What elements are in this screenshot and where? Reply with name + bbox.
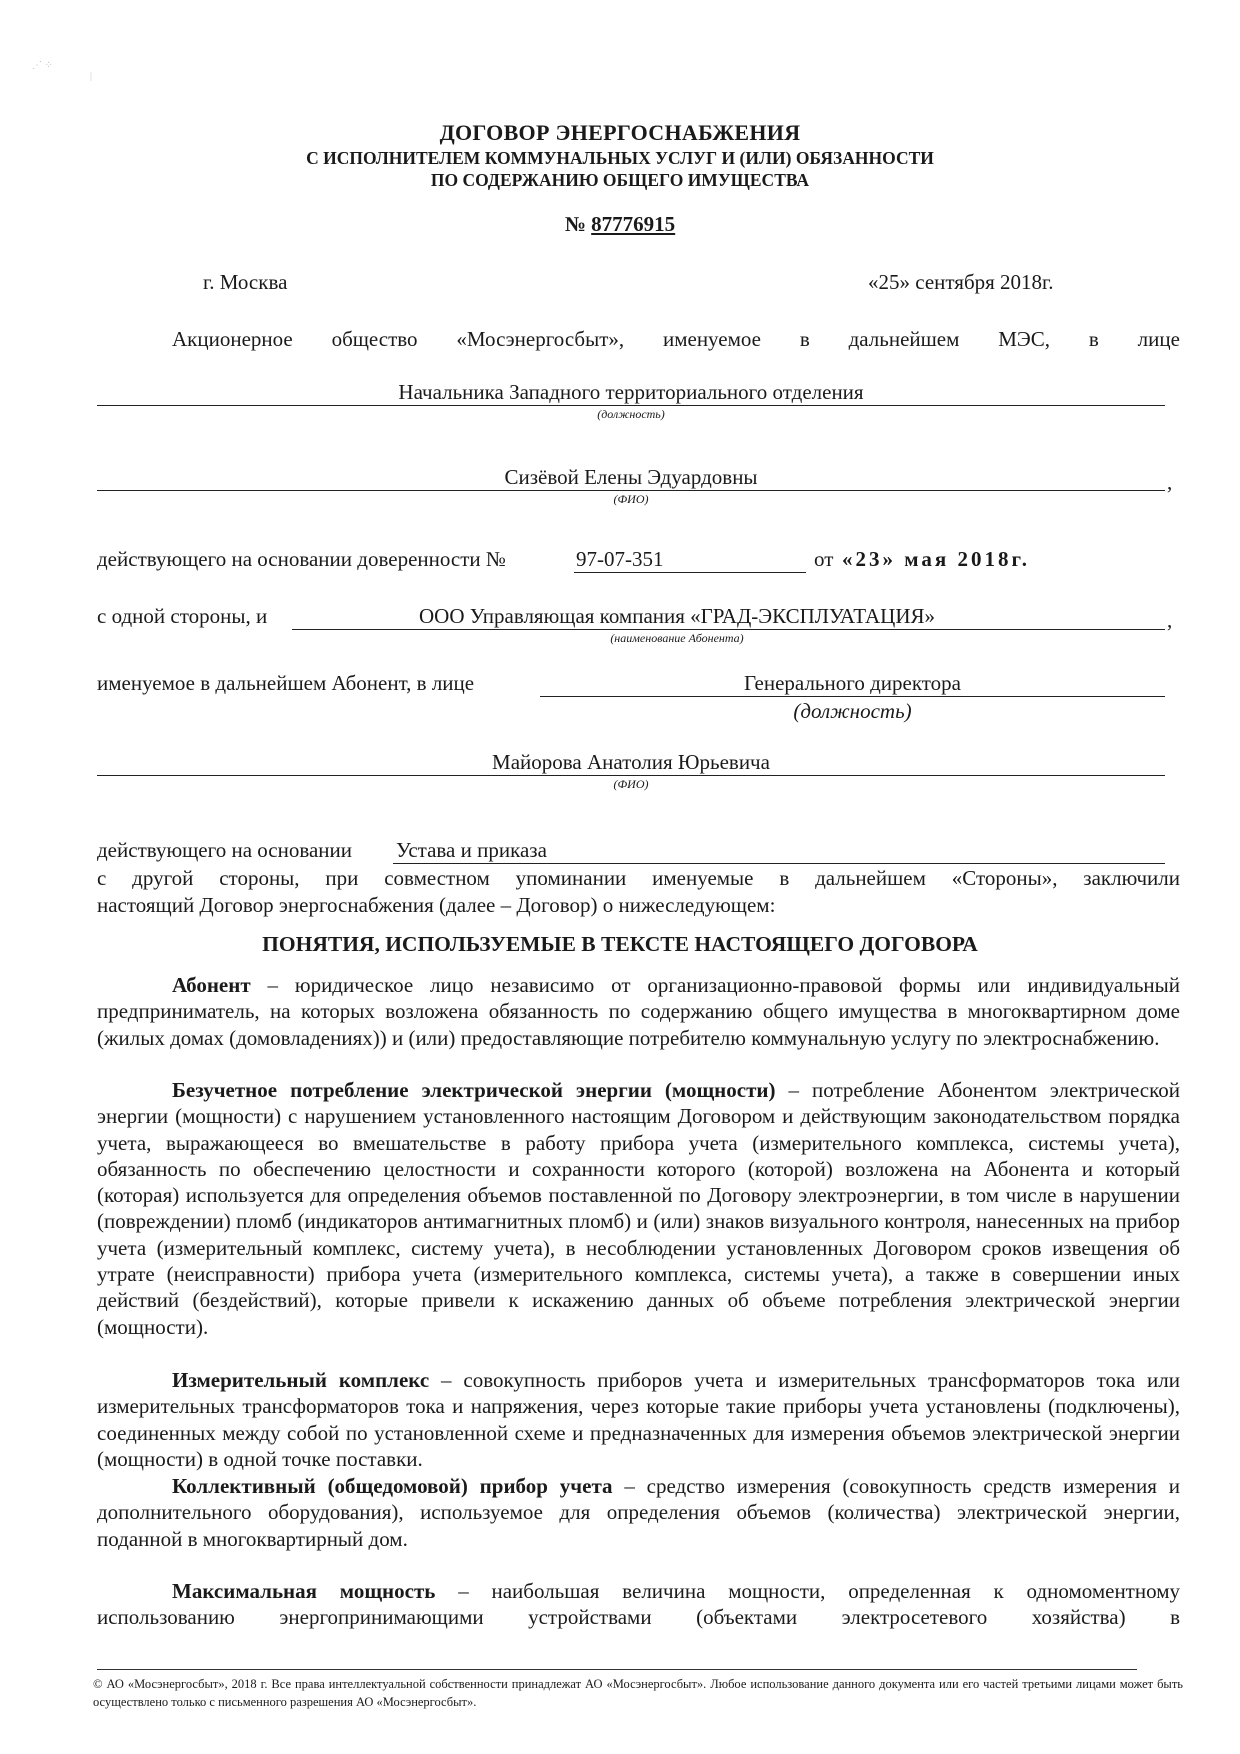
definition-unmetered-consumption — [97, 1077, 1180, 1340]
subscriber-person-underline — [97, 775, 1165, 776]
poa-date: «23» мая 2018г. — [842, 547, 1030, 571]
mes-position-value: Начальника Западного территориального отделения — [398, 380, 864, 404]
document-subtitle-line1: С ИСПОЛНИТЕЛЕМ КОММУНАЛЬНЫХ УСЛУГ И (ИЛИ) ОБЯЗАННОСТИ — [306, 148, 934, 168]
definition-term: Безучетное потребление электрической энергии (мощности) — [172, 1078, 776, 1102]
mes-name-underline — [97, 490, 1165, 491]
subscriber-name-underline — [292, 629, 1165, 630]
trailing-comma: , — [1167, 608, 1173, 632]
definition-text: – юридическое лицо независимо от организационно-правовой формы или индивидуальный предприниматель, на которых возложена обязанность по содержанию общего имущества в многоквартирном доме (жилых домах (домовладениях)) и (или) предоставляющие потребителю коммунальную услугу по электроснабжению. — [97, 973, 1180, 1050]
poa-number: 97-07-351 — [576, 547, 664, 571]
mes-position-caption: (должность) — [597, 407, 665, 421]
mes-representative-name: Сизёвой Елены Эдуардовны — [504, 465, 758, 489]
mes-intro-line: Акционерное общество «Мосэнергосбыт», именуемое в дальнейшем МЭС, в лице — [172, 327, 1180, 351]
definition-subscriber — [97, 972, 1180, 1051]
subscriber-person-name: Майорова Анатолия Юрьевича — [492, 750, 770, 774]
trailing-comma: , — [1167, 470, 1173, 494]
subscriber-name: ООО Управляющая компания «ГРАД-ЭКСПЛУАТАЦИЯ» — [418, 604, 935, 628]
contract-number — [0, 212, 1240, 237]
contract-number-value: 87776915 — [591, 212, 676, 236]
document-title: ДОГОВОР ЭНЕРГОСНАБЖЕНИЯ — [439, 120, 801, 145]
city: г. Москва — [203, 270, 288, 294]
mes-position-underline — [97, 405, 1165, 406]
definition-term: Абонент — [172, 973, 251, 997]
subscriber-prefix: с одной стороны, и — [97, 604, 268, 628]
subscriber-basis-prefix: действующего на основании — [97, 838, 353, 862]
scan-artifact: ᛁ — [88, 72, 94, 83]
preamble-line2: настоящий Договор энергоснабжения (далее – Договор) о нижеследующем: — [97, 893, 776, 917]
definition-text: – потребление Абонентом электрической энергии (мощности) с нарушением установленного настоящим Договором и действующим законодательством порядка учета, выражающееся во вмешательстве в работу прибора учета (измерительного комплекса, системы учета), обязанность по обеспечению целостности и сохранности которого (которой) возложена на Абонента и который (которая) используется для определения объемов поставленной по Договору электроэнергии, в том числе в нарушении (повреждении) пломб (индикаторов антимагнитных пломб) и (или) знаков визуального контроля, нанесенных на прибор учета (измерительный комплекс, систему учета), в несоблюдении установленных Договором сроков извещения об утрате (неисправности) прибора учета (измерительного комплекса, системы учета), а также в совершении иных действий (бездействий), которые привели к искажению данных об объеме потребления электрической энергии (мощности). — [97, 1078, 1181, 1339]
scan-artifact: ⋰ ⁘ — [32, 60, 53, 71]
poa-prefix: действующего на основании доверенности № — [97, 547, 506, 571]
definitions-heading: ПОНЯТИЯ, ИСПОЛЬЗУЕМЫЕ В ТЕКСТЕ НАСТОЯЩЕГО ДОГОВОРА — [262, 932, 978, 956]
definition-max-power — [97, 1578, 1180, 1631]
subscriber-basis-value: Устава и приказа — [396, 838, 547, 862]
poa-number-underline — [574, 572, 806, 573]
definition-collective-meter — [97, 1473, 1180, 1552]
copyright-footer: © АО «Мосэнергосбыт», 2018 г. Все права интеллектуальной собственности принадлежат АО «Мосэнергосбыт». Любое использование данного документа или его частей третьими лицами может быть осуществлено только с письменного разрешения АО «Мосэнергосбыт». — [93, 1677, 1183, 1709]
subscriber-rep-prefix: именуемое в дальнейшем Абонент, в лице — [97, 671, 475, 695]
definition-text: – совокупность приборов учета и измерительных трансформаторов тока или измерительных трансформаторов тока и напряжения, через которые такие приборы учета установлены (подключены), соединенных между собой по установленной схеме и предназначенных для измерения объемов электрической энергии (мощности) в одной точке поставки. — [97, 1368, 1181, 1471]
mes-name-caption: (ФИО) — [613, 492, 649, 506]
subscriber-position: Генерального директора — [744, 671, 961, 695]
subscriber-person-caption: (ФИО) — [613, 777, 649, 791]
definition-text: – средство измерения (совокупность средств измерения и дополнительного оборудования), используемое для определения объемов (количества) электрической энергии, поданной в многоквартирный дом. — [97, 1474, 1180, 1551]
footer-divider — [97, 1669, 1137, 1670]
subscriber-position-underline — [540, 696, 1165, 697]
definition-measuring-complex — [97, 1367, 1180, 1472]
subscriber-position-caption: (должность) — [793, 699, 912, 723]
definition-term: Максимальная мощность — [172, 1579, 436, 1603]
definition-text: – наибольшая величина мощности, определенная к одномоментному использованию энергопринимающими устройствами (объектами электросетевого хозяйства) в — [97, 1579, 1180, 1630]
document-subtitle-line2: ПО СОДЕРЖАНИЮ ОБЩЕГО ИМУЩЕСТВА — [430, 170, 810, 190]
definition-term: Коллективный (общедомовой) прибор учета — [172, 1474, 613, 1498]
number-sign: № — [564, 212, 586, 236]
definition-term: Измерительный комплекс — [172, 1368, 430, 1392]
poa-date-prefix: от — [814, 547, 834, 571]
subscriber-basis-underline — [393, 863, 1165, 864]
contract-date: «25» сентября 2018г. — [868, 270, 1054, 294]
subscriber-name-caption: (наименование Абонента) — [610, 631, 744, 645]
preamble-line1: с другой стороны, при совместном упоминании именуемые в дальнейшем «Стороны», заключили — [97, 866, 1180, 890]
